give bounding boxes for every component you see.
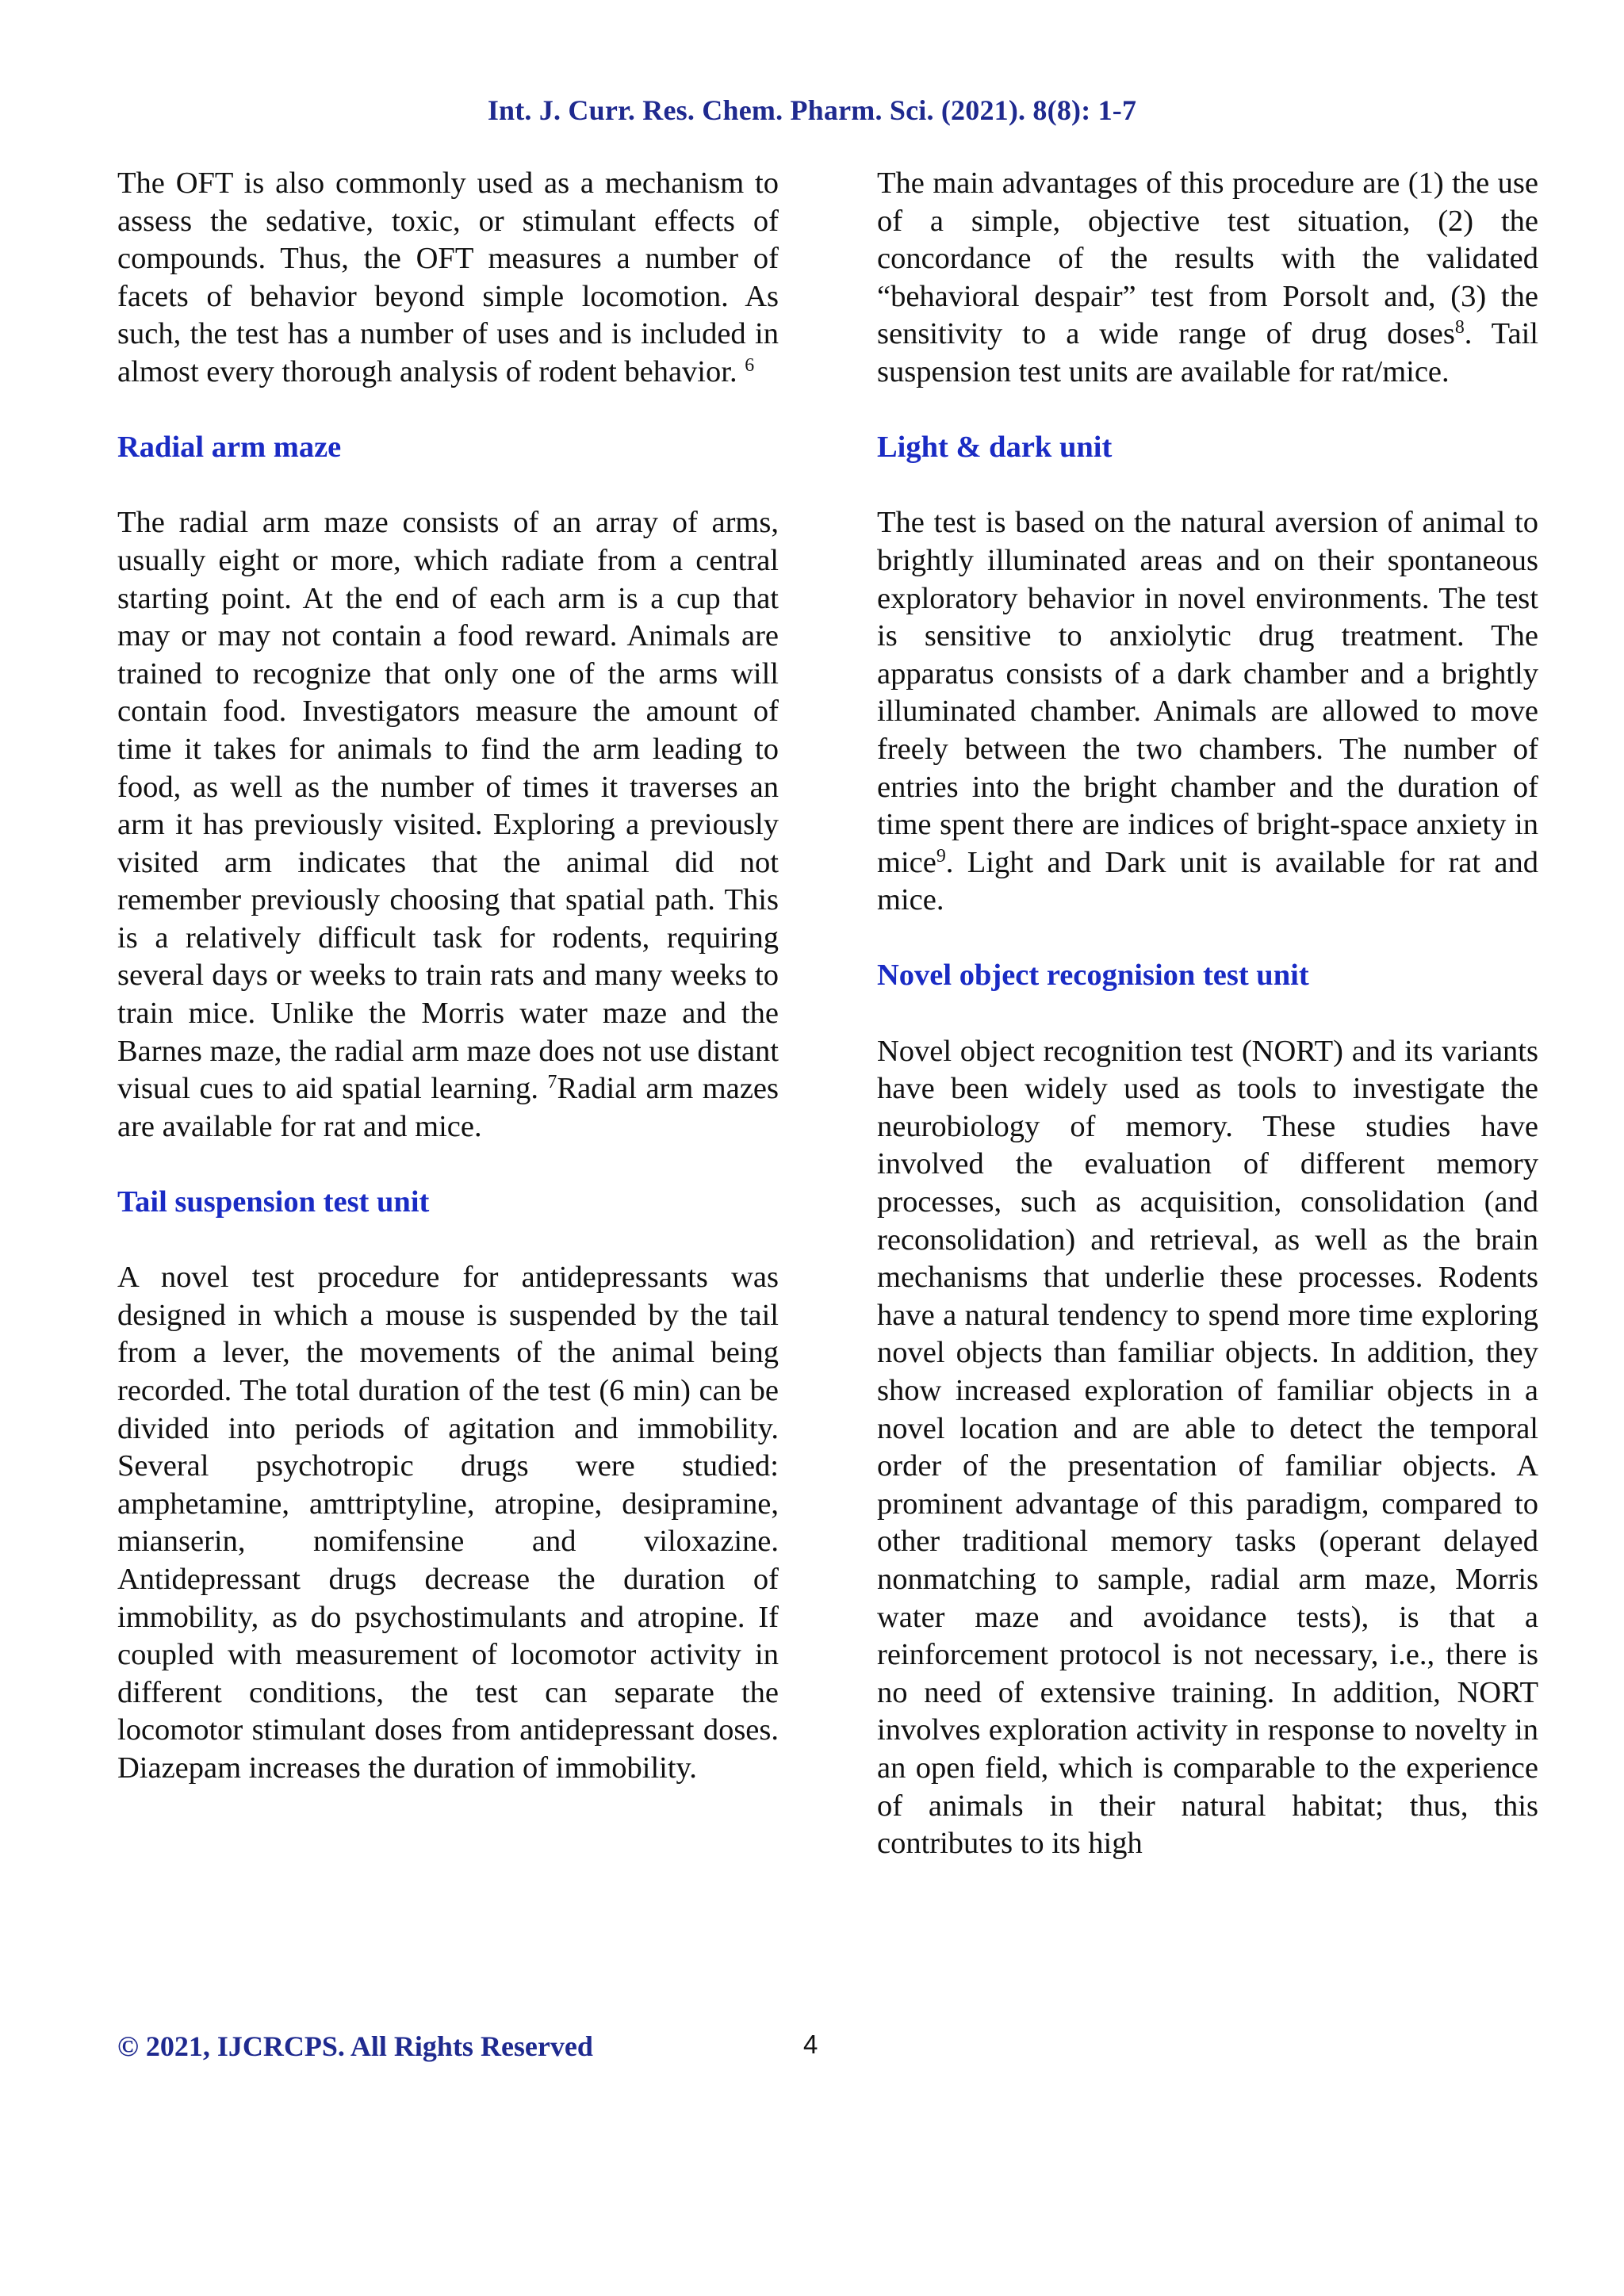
tail-suspension-continuation	[877, 165, 1538, 392]
nort-text: Novel object recognition test (NORT) and its variants have been widely used as tools to investigate the neurobiology of memory. These studies have involved the evaluation of different memory processes, such as acquisition, consolidation (and reconsolidation) and retrieval, as well as the brain mechanisms that underlie these processes. Rodents have a natural tendency to spend more time exploring novel objects than familiar objects. In addition, they show increased exploration of familiar objects in a novel location and are able to detect the temporal order of the presentation of familiar objects. A prominent advantage of this paradigm, compared to other traditional memory tasks (operant delayed nonmatching to sample, radial arm maze, Morris water maze and avoidance tests), is that a reinforcement protocol is not necessary, i.e., there is no need of extensive training. In addition, NORT involves exploration activity in response to novelty in an open field, which is comparable to the experience of animals in their natural habitat; thus, this contributes to its high	[877, 1034, 1538, 1861]
tail-continuation-text: The main advantages of this procedure are (1) the use of a simple, objective test situation, (2) the concordance of the results with the validated “behavioral despair” test from Porsolt and, (3) the sensitivity to a wide range of drug doses	[877, 166, 1538, 351]
citation-9: 9	[936, 845, 946, 867]
footer-copyright: © 2021, IJCRCPS. All Rights Reserved	[117, 2030, 593, 2062]
tail-continuation-tail: . Tail suspension test units are available for rat/mice.	[877, 317, 1538, 388]
nort-heading: Novel object recognision test unit	[877, 959, 1309, 993]
light-dark-paragraph	[877, 504, 1538, 920]
page-number: 4	[803, 2030, 818, 2059]
radial-paragraph-tail: Radial arm mazes are available for rat and mice.	[117, 1072, 779, 1143]
tail-suspension-paragraph	[117, 1259, 779, 1787]
light-dark-tail: . Light and Dark unit is available for rat and mice.	[877, 845, 1538, 917]
radial-arm-maze-paragraph	[117, 504, 779, 1146]
right-column	[877, 165, 1538, 1863]
radial-arm-maze-heading: Radial arm maze	[117, 430, 342, 465]
tail-paragraph-text: A novel test procedure for antidepressants was designed in which a mouse is suspended by the tail from a lever, the movements of the animal being recorded. The total duration of the test (6 min) can be divided into periods of agitation and immobility. Several psychotropic drugs were studied: amphetamine, amttriptyline, atropine, desipramine, mianserin, nomifensine and viloxazine. Antidepressant drugs decrease the duration of immobility, as do psychostimulants and atropine. If coupled with measurement of locomotor activity in different conditions, the test can separate the locomotor stimulant doses from antidepressant doses. Diazepam increases the duration of immobility.	[117, 1261, 779, 1785]
journal-header: Int. J. Curr. Res. Chem. Pharm. Sci. (2021). 8(8): 1-7	[487, 94, 1137, 126]
oft-paragraph	[117, 165, 779, 392]
light-dark-heading: Light & dark unit	[877, 430, 1113, 465]
oft-paragraph-text: The OFT is also commonly used as a mechanism to assess the sedative, toxic, or stimulant effects of compounds. Thus, the OFT measures a number of facets of behavior beyond simple locomotion. As such, the test has a number of uses and is included in almost every thorough analysis of rodent behavior.	[117, 166, 779, 388]
tail-suspension-heading: Tail suspension test unit	[117, 1185, 430, 1219]
radial-paragraph-text: The radial arm maze consists of an array of arms, usually eight or more, which radiate from a central starting point. At the end of each arm is a cup that may or may not contain a food reward. Animals are trained to recognize that only one of the arms will contain food. Investigators measure the amount of time it takes for animals to find the arm leading to food, as well as the number of times it traverses an arm it has previously visited. Exploring a previously visited arm indicates that the animal did not remember previously choosing that spatial path. This is a relatively difficult task for rodents, requiring several days or weeks to train rats and many weeks to train mice. Unlike the Morris water maze and the Barnes maze, the radial arm maze does not use distant visual cues to aid spatial learning.	[117, 506, 779, 1106]
nort-paragraph	[877, 1033, 1538, 1863]
citation-6: 6	[745, 354, 755, 376]
left-column	[117, 165, 779, 1788]
citation-8: 8	[1454, 317, 1465, 339]
citation-7: 7	[547, 1072, 557, 1093]
light-dark-text: The test is based on the natural aversion of animal to brightly illuminated areas and on their spontaneous exploratory behavior in novel environments. The test is sensitive to anxiolytic drug treatment. The apparatus consists of a dark chamber and a brightly illuminated chamber. Animals are allowed to move freely between the two chambers. The number of entries into the bright chamber and the duration of time spent there are indices of bright-space anxiety in mice	[877, 506, 1538, 879]
